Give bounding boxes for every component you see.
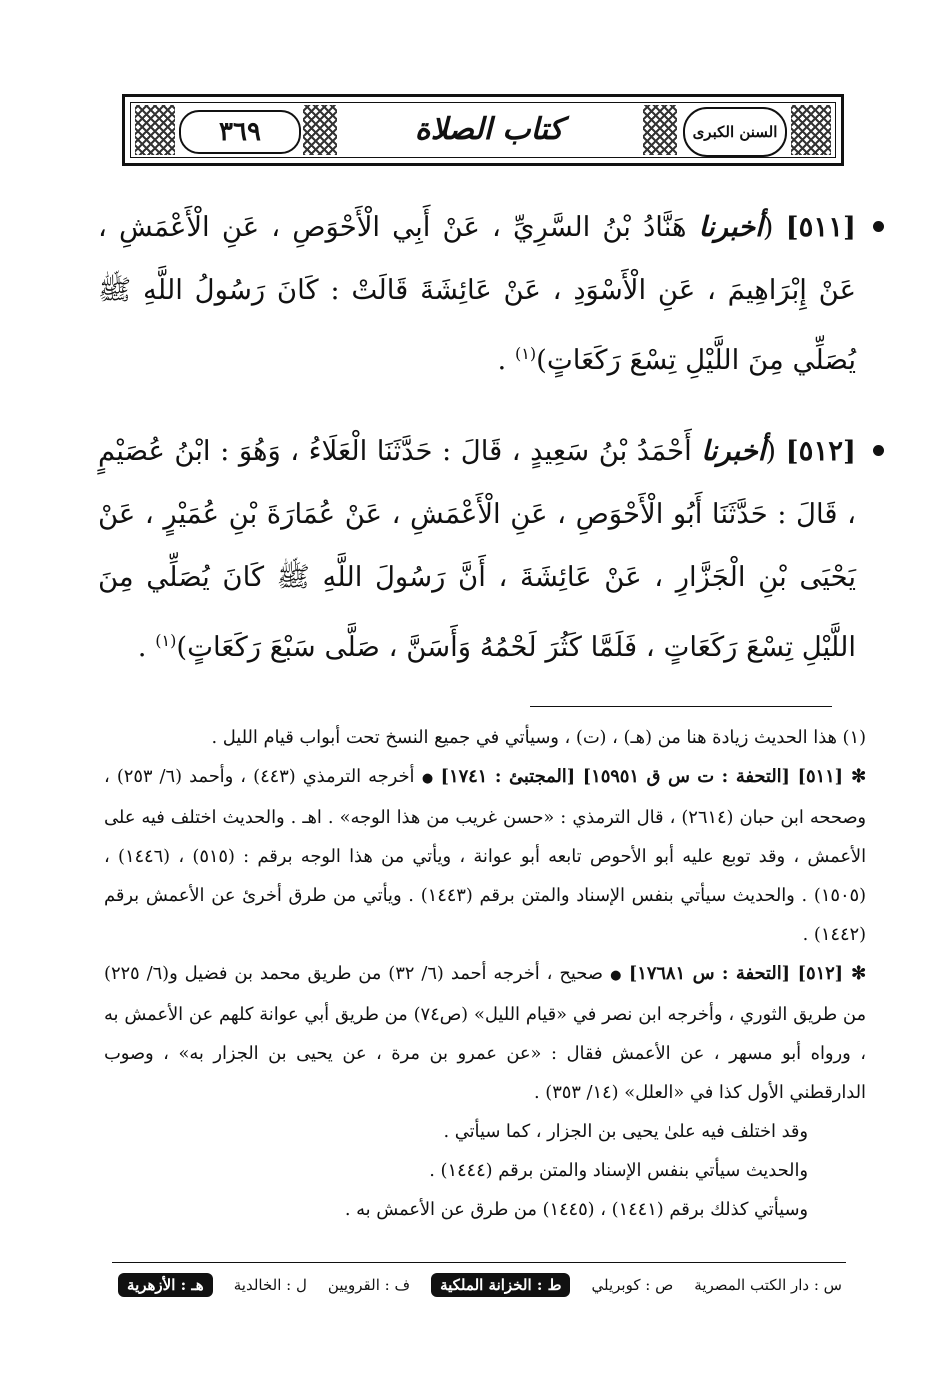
hadith-end: .	[497, 344, 516, 377]
ornament-right	[791, 105, 831, 155]
takhrij-512	[104, 954, 866, 1112]
bullet-icon	[873, 221, 884, 232]
hadith-text: أَحْمَدُ بْنُ سَعِيدٍ ، قَالَ : حَدَّثَنَا الْعَلَاءُ ، وَهُوَ : ابْنُ عُصَيْمٍ ، قَالَ : حَدَّثَنَا أَبُو الْأَحْوَصِ ، عَنِ الْأَعْمَشِ ، عَنْ عُمَارَةَ بْنِ عُمَيْرٍ ، عَنْ يَحْيَى بْنِ الْجَزَّارِ ، عَنْ عَائِشَةَ ، أَنَّ رَسُولَ اللَّهِ ﷺ كَانَ يُصَلِّي مِنَ اللَّيْلِ تِسْعَ رَكَعَاتٍ ، فَلَمَّا كَثُرَ لَحْمُهُ وَأَسَنَّ ، صَلَّى سَبْعَ رَكَعَاتٍ)	[98, 435, 856, 664]
hadith-number: [٥١١]	[785, 211, 856, 243]
page-header	[122, 94, 844, 166]
hadith-text: هَنَّادُ بْنُ السَّرِيِّ ، عَنْ أَبِي الْأَحْوَصِ ، عَنِ الْأَعْمَشِ ، عَنْ إِبْرَاهِيمَ ، عَنِ الْأَسْوَدِ ، عَنْ عَائِشَةَ قَالَتْ : كَانَ رَسُولُ اللَّهِ ﷺ يُصَلِّي مِنَ اللَّيْلِ تِسْعَ رَكَعَاتٍ)	[98, 211, 856, 377]
ornament-right-inner	[643, 105, 677, 155]
note-extra-2: والحديث سيأتي بنفس الإسناد والمتن برقم (١٤٤٤) .	[429, 1160, 808, 1181]
footnote-ref: (١)	[155, 631, 177, 651]
footnote-ref: (١)	[515, 344, 537, 363]
footnote-divider	[530, 706, 832, 707]
hadith-number: [٥١٢]	[785, 435, 856, 468]
book-logo: السنن الكبرى	[683, 107, 787, 157]
legend-item-highlight: هـ : الأزهرية	[118, 1273, 213, 1297]
legend-item: ل : الخالدية	[233, 1276, 307, 1294]
legend-divider	[112, 1262, 846, 1263]
takhrij-text: صحيح ، أخرجه أحمد (٦/ ٣٢) من طريق محمد بن فضيل و(٦/ ٢٢٥) من طريق الثوري ، وأخرجه ابن نصر في «قيام الليل» (ص٧٤) من طريق أبي عوانة كلهم عن الأعمش به ، ورواه أبو مسهر ، عن الأعمش فقال : «عن عمرو بن مرة ، عن يحيى بن الجزار به» ، وصوب الدارقطني الأول كذا في «العلل» (١٤/ ٣٥٣) .	[104, 963, 866, 1103]
footnote-1: (١) هذا الحديث زيادة هنا من (هـ) ، (ت) ، وسيأتي في جميع النسخ تحت أبواب قيام الليل .	[211, 727, 866, 748]
note-extra-3: وسيأتي كذلك برقم (١٤٤١) ، (١٤٤٥) من طرق عن الأعمش به .	[344, 1199, 808, 1220]
legend-item: ص : كوبريلي	[591, 1276, 674, 1294]
dot-icon: ●	[420, 771, 435, 786]
takhrij-511	[104, 757, 866, 954]
akhbarana-word: أخبرنا	[701, 435, 766, 468]
akhbarana-word: أخبرنا	[698, 211, 763, 243]
manuscript-legend	[118, 1268, 842, 1302]
legend-item-highlight: ط : الخزانة الملكية	[431, 1273, 570, 1297]
takhrij-ref: [٥١٢] [التحفة : س ١٧٦٨١]	[628, 963, 844, 984]
bullet-icon	[873, 445, 884, 456]
footnotes	[104, 718, 866, 1229]
legend-item: ف : القرويين	[327, 1276, 411, 1294]
ornament-left-inner	[303, 105, 337, 155]
star-icon: ✻	[851, 963, 866, 984]
star-icon: ✻	[851, 766, 866, 787]
hadith-512: [٥١٢] (أخبرنا أَحْمَدُ بْنُ سَعِيدٍ ، قَالَ : حَدَّثَنَا الْعَلَاءُ ، وَهُوَ : ابْنُ عُصَيْمٍ ، قَالَ : حَدَّثَنَا أَبُو الْأَحْوَصِ ، عَنِ الْأَعْمَشِ ، عَنْ عُمَارَةَ بْنِ عُمَيْرٍ ، عَنْ يَحْيَى بْنِ الْجَزَّارِ ، عَنْ عَائِشَةَ ، أَنَّ رَسُولَ اللَّهِ ﷺ كَانَ يُصَلِّي مِنَ اللَّيْلِ تِسْعَ رَكَعَاتٍ ، فَلَمَّا كَثُرَ لَحْمُهُ وَأَسَنَّ ، صَلَّى سَبْعَ رَكَعَاتٍ)$^{(١)}$ .	[98, 420, 878, 679]
takhrij-text: أخرجه الترمذي (٤٤٣) ، وأحمد (٦/ ٢٥٣) ، وصححه ابن حبان (٢٦١٤) ، قال الترمذي : «حسن غريب من هذا الوجه» . اهـ . والحديث اختلف فيه على الأعمش ، وقد توبع عليه أبو الأحوص تابعه أبو عوانة ، ويأتي من هذا الوجه برقم : (٥١٥) ، (١٤٤٦) ، (١٥٠٥) . والحديث سيأتي بنفس الإسناد والمتن برقم (١٤٤٣) . ويأتي من طرق أخرئ عن الأعمش برقم (١٤٤٢) .	[104, 766, 867, 945]
chapter-title: كتاب الصلاة	[414, 111, 564, 147]
hadith-511: [٥١١] (أخبرنا هَنَّادُ بْنُ السَّرِيِّ ، عَنْ أَبِي الْأَحْوَصِ ، عَنِ الْأَعْمَشِ ، عَنْ إِبْرَاهِيمَ ، عَنِ الْأَسْوَدِ ، عَنْ عَائِشَةَ قَالَتْ : كَانَ رَسُولُ اللَّهِ ﷺ يُصَلِّي مِنَ اللَّيْلِ تِسْعَ رَكَعَاتٍ)$^{(١)}$ .	[98, 196, 878, 392]
ornament-left	[135, 105, 175, 155]
dot-icon: ●	[608, 968, 623, 983]
main-text	[98, 196, 878, 689]
note-extra-1: وقد اختلف فيه علىٰ يحيى بن الجزار ، كما سيأتي .	[443, 1121, 808, 1142]
takhrij-ref: [٥١١] [التحفة : ت س ق ١٥٩٥١] [المجتبئ : ١٧٤١]	[440, 766, 844, 787]
hadith-end: .	[137, 631, 156, 664]
page-number: ٣٦٩	[179, 110, 301, 154]
legend-item: س : دار الكتب المصرية	[694, 1276, 842, 1294]
